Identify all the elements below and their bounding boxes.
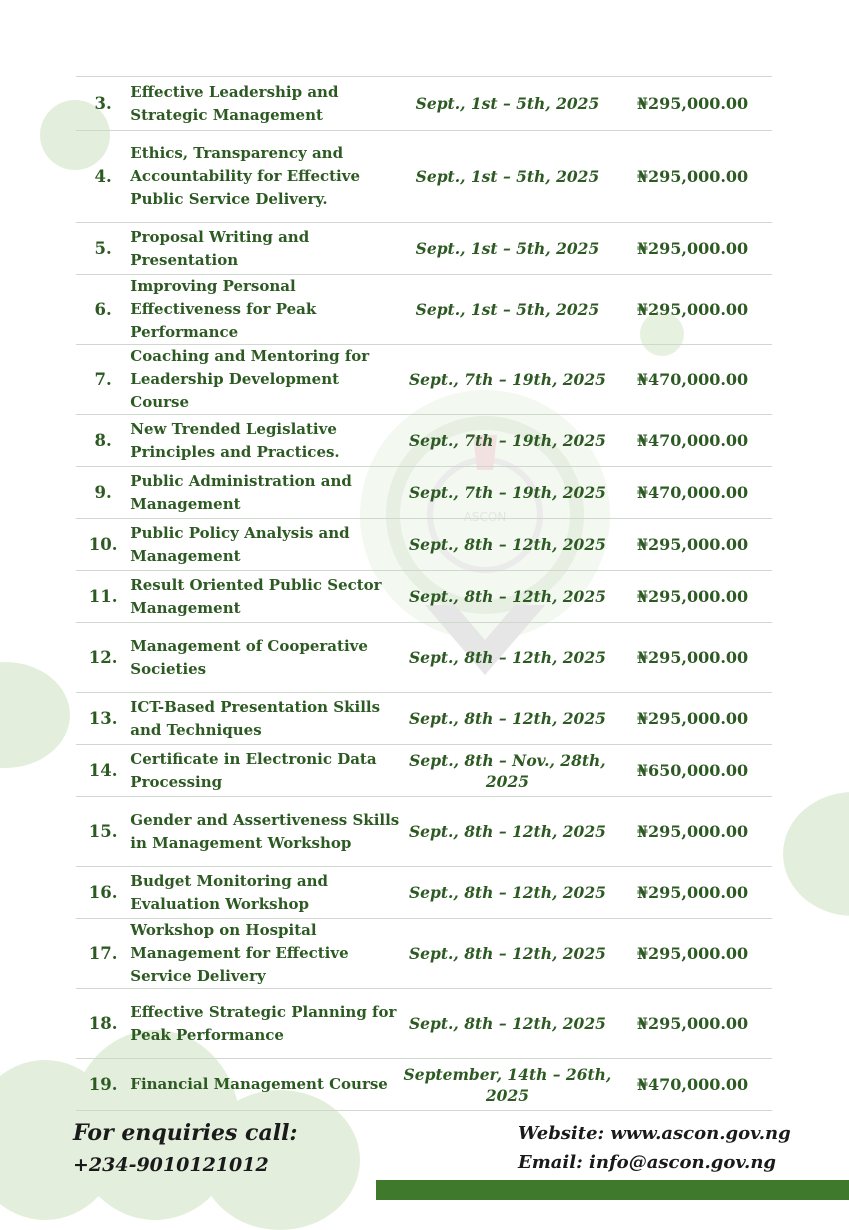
course-number: 12. (76, 623, 130, 693)
course-number: 10. (76, 519, 130, 571)
footer-accent-bar (376, 1180, 849, 1200)
table-row (76, 77, 772, 131)
table-row (76, 223, 772, 275)
course-number: 18. (76, 989, 130, 1059)
course-fee: ₦295,000.00 (613, 623, 772, 693)
course-fee: ₦295,000.00 (613, 275, 772, 345)
course-number: 3. (76, 77, 130, 131)
course-fee: ₦295,000.00 (613, 693, 772, 745)
email-link[interactable]: Email: info@ascon.gov.ng (518, 1152, 776, 1173)
course-fee: ₦295,000.00 (613, 989, 772, 1059)
course-number: 16. (76, 867, 130, 919)
course-title: Ethics, Transparency and Accountability for Effective Public Service Delivery. (130, 131, 402, 223)
course-fee: ₦295,000.00 (613, 519, 772, 571)
table-row (76, 745, 772, 797)
course-date: Sept., 8th – 12th, 2025 (402, 919, 613, 989)
course-title: Effective Leadership and Strategic Management (130, 77, 402, 131)
table-row (76, 131, 772, 223)
course-title: Workshop on Hospital Management for Effective Service Delivery (130, 919, 402, 989)
table-row (76, 989, 772, 1059)
course-date: Sept., 7th – 19th, 2025 (402, 345, 613, 415)
course-number: 14. (76, 745, 130, 797)
phone-number[interactable]: +234-9010121012 (73, 1154, 269, 1176)
website-link[interactable]: Website: www.ascon.gov.ng (518, 1123, 791, 1144)
course-number: 4. (76, 131, 130, 223)
footer-enquiries (73, 1120, 298, 1176)
course-number: 8. (76, 415, 130, 467)
course-fee: ₦650,000.00 (613, 745, 772, 797)
table-row (76, 345, 772, 415)
course-title: Proposal Writing and Presentation (130, 223, 402, 275)
course-number: 11. (76, 571, 130, 623)
course-number: 13. (76, 693, 130, 745)
course-number: 9. (76, 467, 130, 519)
course-fee: ₦295,000.00 (613, 77, 772, 131)
table-row (76, 415, 772, 467)
course-fee: ₦295,000.00 (613, 223, 772, 275)
table-row (76, 867, 772, 919)
course-date: Sept., 8th – 12th, 2025 (402, 571, 613, 623)
decor-circle-right (783, 792, 849, 916)
course-date: Sept., 8th – 12th, 2025 (402, 693, 613, 745)
course-title: Coaching and Mentoring for Leadership Development Course (130, 345, 402, 415)
course-title: Public Policy Analysis and Management (130, 519, 402, 571)
footer-contact (518, 1123, 791, 1173)
course-fee: ₦470,000.00 (613, 467, 772, 519)
table-row (76, 571, 772, 623)
course-date: Sept., 8th – Nov., 28th, 2025 (402, 745, 613, 797)
course-date: Sept., 1st – 5th, 2025 (402, 77, 613, 131)
table-row (76, 623, 772, 693)
course-number: 6. (76, 275, 130, 345)
course-title: Gender and Assertiveness Skills in Management Workshop (130, 797, 402, 867)
course-title: ICT-Based Presentation Skills and Techniques (130, 693, 402, 745)
course-date: Sept., 1st – 5th, 2025 (402, 131, 613, 223)
course-fee: ₦295,000.00 (613, 919, 772, 989)
course-fee: ₦295,000.00 (613, 131, 772, 223)
course-title: Improving Personal Effectiveness for Peak Performance (130, 275, 402, 345)
courses-table (76, 76, 772, 1111)
course-date: Sept., 1st – 5th, 2025 (402, 275, 613, 345)
course-title: Result Oriented Public Sector Management (130, 571, 402, 623)
course-fee: ₦295,000.00 (613, 797, 772, 867)
course-date: Sept., 8th – 12th, 2025 (402, 623, 613, 693)
course-date: Sept., 1st – 5th, 2025 (402, 223, 613, 275)
course-date: September, 14th – 26th, 2025 (402, 1059, 613, 1111)
course-number: 7. (76, 345, 130, 415)
course-number: 17. (76, 919, 130, 989)
course-title: Financial Management Course (130, 1059, 402, 1111)
course-number: 5. (76, 223, 130, 275)
course-date: Sept., 8th – 12th, 2025 (402, 989, 613, 1059)
course-date: Sept., 7th – 19th, 2025 (402, 467, 613, 519)
course-fee: ₦470,000.00 (613, 345, 772, 415)
table-row (76, 275, 772, 345)
course-fee: ₦295,000.00 (613, 571, 772, 623)
table-row (76, 797, 772, 867)
course-fee: ₦470,000.00 (613, 415, 772, 467)
course-fee: ₦295,000.00 (613, 867, 772, 919)
table-row (76, 693, 772, 745)
table-row (76, 919, 772, 989)
course-title: Public Administration and Management (130, 467, 402, 519)
course-title: Management of Cooperative Societies (130, 623, 402, 693)
table-row (76, 1059, 772, 1111)
course-date: Sept., 8th – 12th, 2025 (402, 797, 613, 867)
table-row (76, 519, 772, 571)
seal-text: ASCON (463, 510, 507, 524)
course-number: 19. (76, 1059, 130, 1111)
course-title: Budget Monitoring and Evaluation Workshop (130, 867, 402, 919)
course-title: New Trended Legislative Principles and Practices. (130, 415, 402, 467)
course-date: Sept., 7th – 19th, 2025 (402, 415, 613, 467)
table-row (76, 467, 772, 519)
course-fee: ₦470,000.00 (613, 1059, 772, 1111)
enquiries-label: For enquiries call: (73, 1120, 298, 1146)
course-date: Sept., 8th – 12th, 2025 (402, 519, 613, 571)
decor-circle-left (0, 662, 70, 768)
course-date: Sept., 8th – 12th, 2025 (402, 867, 613, 919)
course-title: Effective Strategic Planning for Peak Performance (130, 989, 402, 1059)
course-number: 15. (76, 797, 130, 867)
course-title: Certificate in Electronic Data Processing (130, 745, 402, 797)
